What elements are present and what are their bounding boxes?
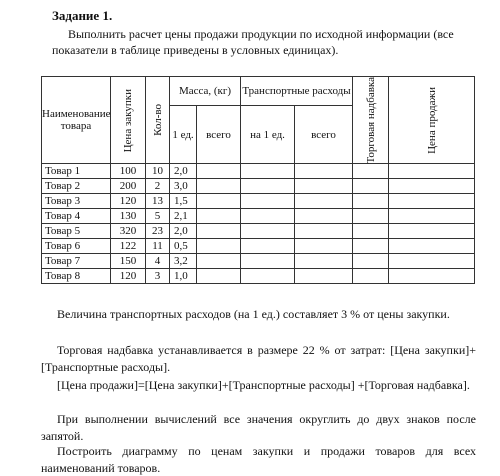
table-row: Товар 1 100 10 2,0 — [42, 164, 475, 179]
task-intro: Выполнить расчет цены продажи продукции по исходной информации (все показатели в таблице приведены в условных единицах). — [52, 27, 454, 57]
table-row: Товар 6 122 11 0,5 — [42, 239, 475, 254]
header-name: Наименование товара — [42, 77, 111, 164]
header-sale-price: Цена продажи — [389, 77, 475, 164]
paragraph-transport: Величина транспортных расходов (на 1 ед.) составляет 3 % от цены закупки. — [57, 307, 450, 321]
paragraph-markup: Торговая надбавка устанавливается в размере 22 % от затрат: [Цена закупки]+[Транспортные расходы]. — [41, 343, 476, 374]
task-title: Задание 1. — [52, 8, 113, 23]
header-qty: Кол-во — [146, 77, 170, 164]
table-row: Товар 3 120 13 1,5 — [42, 194, 475, 209]
header-mass-total: всего — [197, 106, 241, 164]
header-transport-unit: на 1 ед. — [241, 106, 295, 164]
header-transport-total: всего — [295, 106, 353, 164]
table-row: Товар 8 120 3 1,0 — [42, 269, 475, 284]
input-table — [41, 76, 475, 284]
table-row: Товар 2 200 2 3,0 — [42, 179, 475, 194]
header-mass: Масса, (кг) — [170, 77, 241, 106]
paragraph-chart: Построить диаграмму по ценам закупки и продажи товаров для всех наименований товаров. — [41, 444, 476, 475]
header-mass-unit: 1 ед. — [170, 106, 197, 164]
table-row: Товар 7 150 4 3,2 — [42, 254, 475, 269]
paragraph-formula: [Цена продажи]=[Цена закупки]+[Транспортные расходы] +[Торговая надбавка]. — [57, 378, 470, 392]
header-transport: Транспортные расходы — [241, 77, 353, 106]
header-markup: Торговая надбавка — [353, 77, 389, 164]
paragraph-rounding: При выполнении вычислений все значения округлить до двух знаков после запятой. — [41, 412, 476, 443]
header-price: Цена закупки — [111, 77, 146, 164]
table-row: Товар 4 130 5 2,1 — [42, 209, 475, 224]
table-row: Товар 5 320 23 2,0 — [42, 224, 475, 239]
